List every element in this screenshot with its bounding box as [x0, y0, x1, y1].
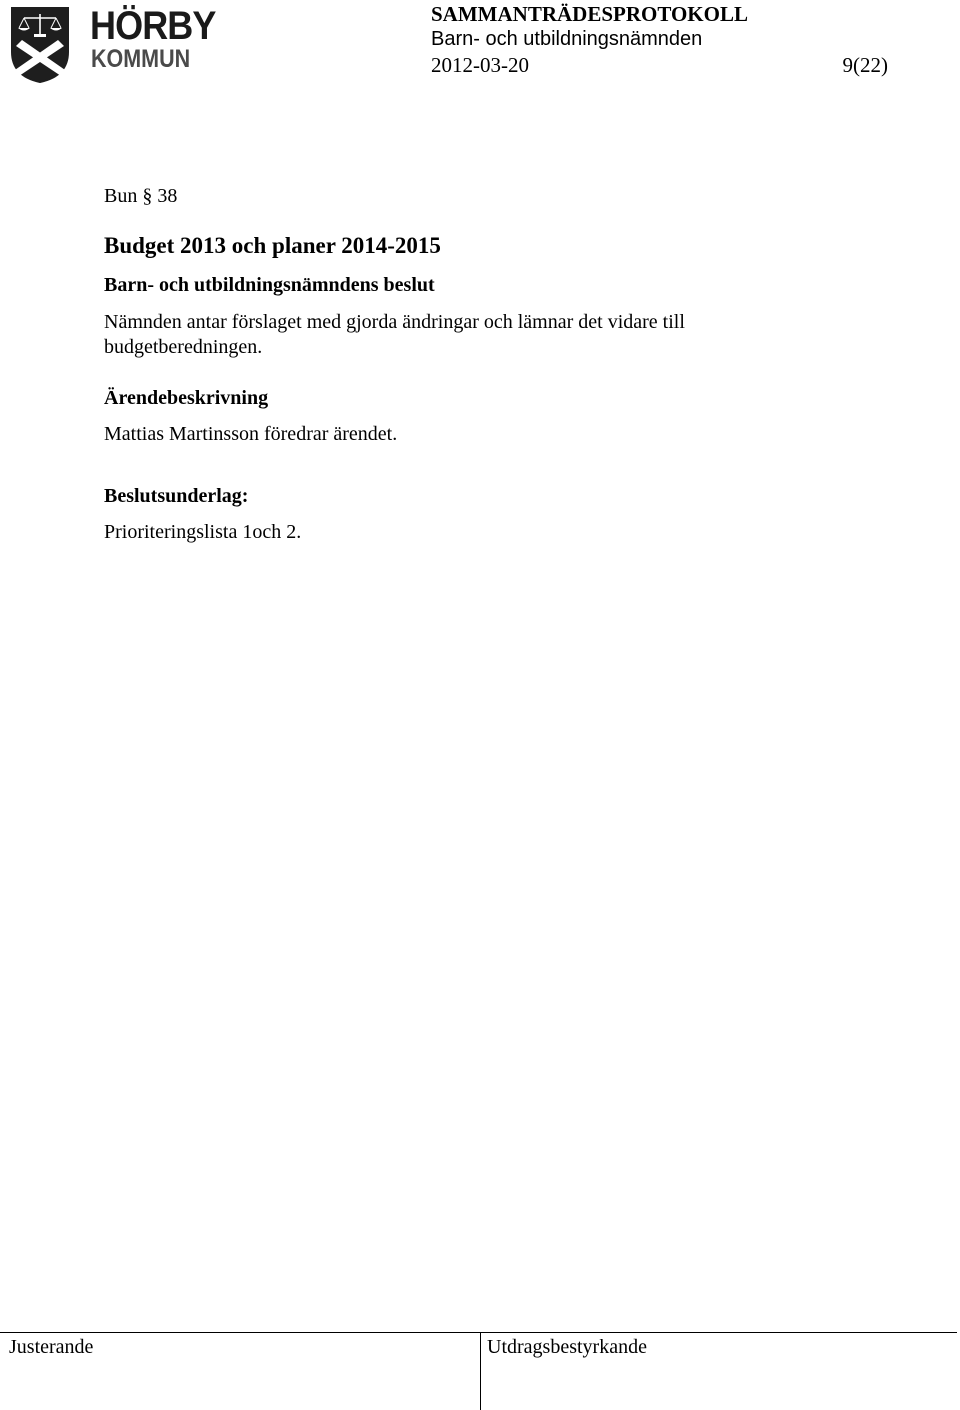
committee-name: Barn- och utbildningsnämnden [431, 28, 703, 50]
description-heading: Ärendebeskrivning [104, 387, 269, 409]
decision-text: Nämnden antar förslaget med gjorda ändringar och lämnar det vidare till budgetberedningen. [104, 311, 685, 358]
description-text: Mattias Martinsson föredrar ärendet. [104, 423, 398, 445]
basis-text: Prioriteringslista 1och 2. [104, 521, 302, 543]
logo-wordmark-horby: HÖRBY [90, 4, 216, 48]
footer-justerande-label: Justerande [9, 1336, 94, 1358]
decision-heading: Barn- och utbildningsnämndens beslut [104, 274, 435, 296]
logo-wordmark-kommun: KOMMUN [91, 45, 191, 73]
municipality-logo [10, 4, 216, 86]
footer-divider [0, 1332, 957, 1333]
page-number: 9(22) [842, 53, 888, 77]
footer-utdragsbestyrkande-label: Utdragsbestyrkande [487, 1336, 647, 1358]
item-title: Budget 2013 och planer 2014-2015 [104, 233, 441, 258]
document-type-title: SAMMANTRÄDESPROTOKOLL [431, 2, 748, 26]
footer-column-divider [480, 1332, 481, 1410]
coat-of-arms-icon [10, 6, 72, 84]
meeting-date: 2012-03-20 [431, 53, 529, 77]
paragraph-number: Bun § 38 [104, 185, 178, 207]
basis-heading: Beslutsunderlag: [104, 485, 249, 507]
